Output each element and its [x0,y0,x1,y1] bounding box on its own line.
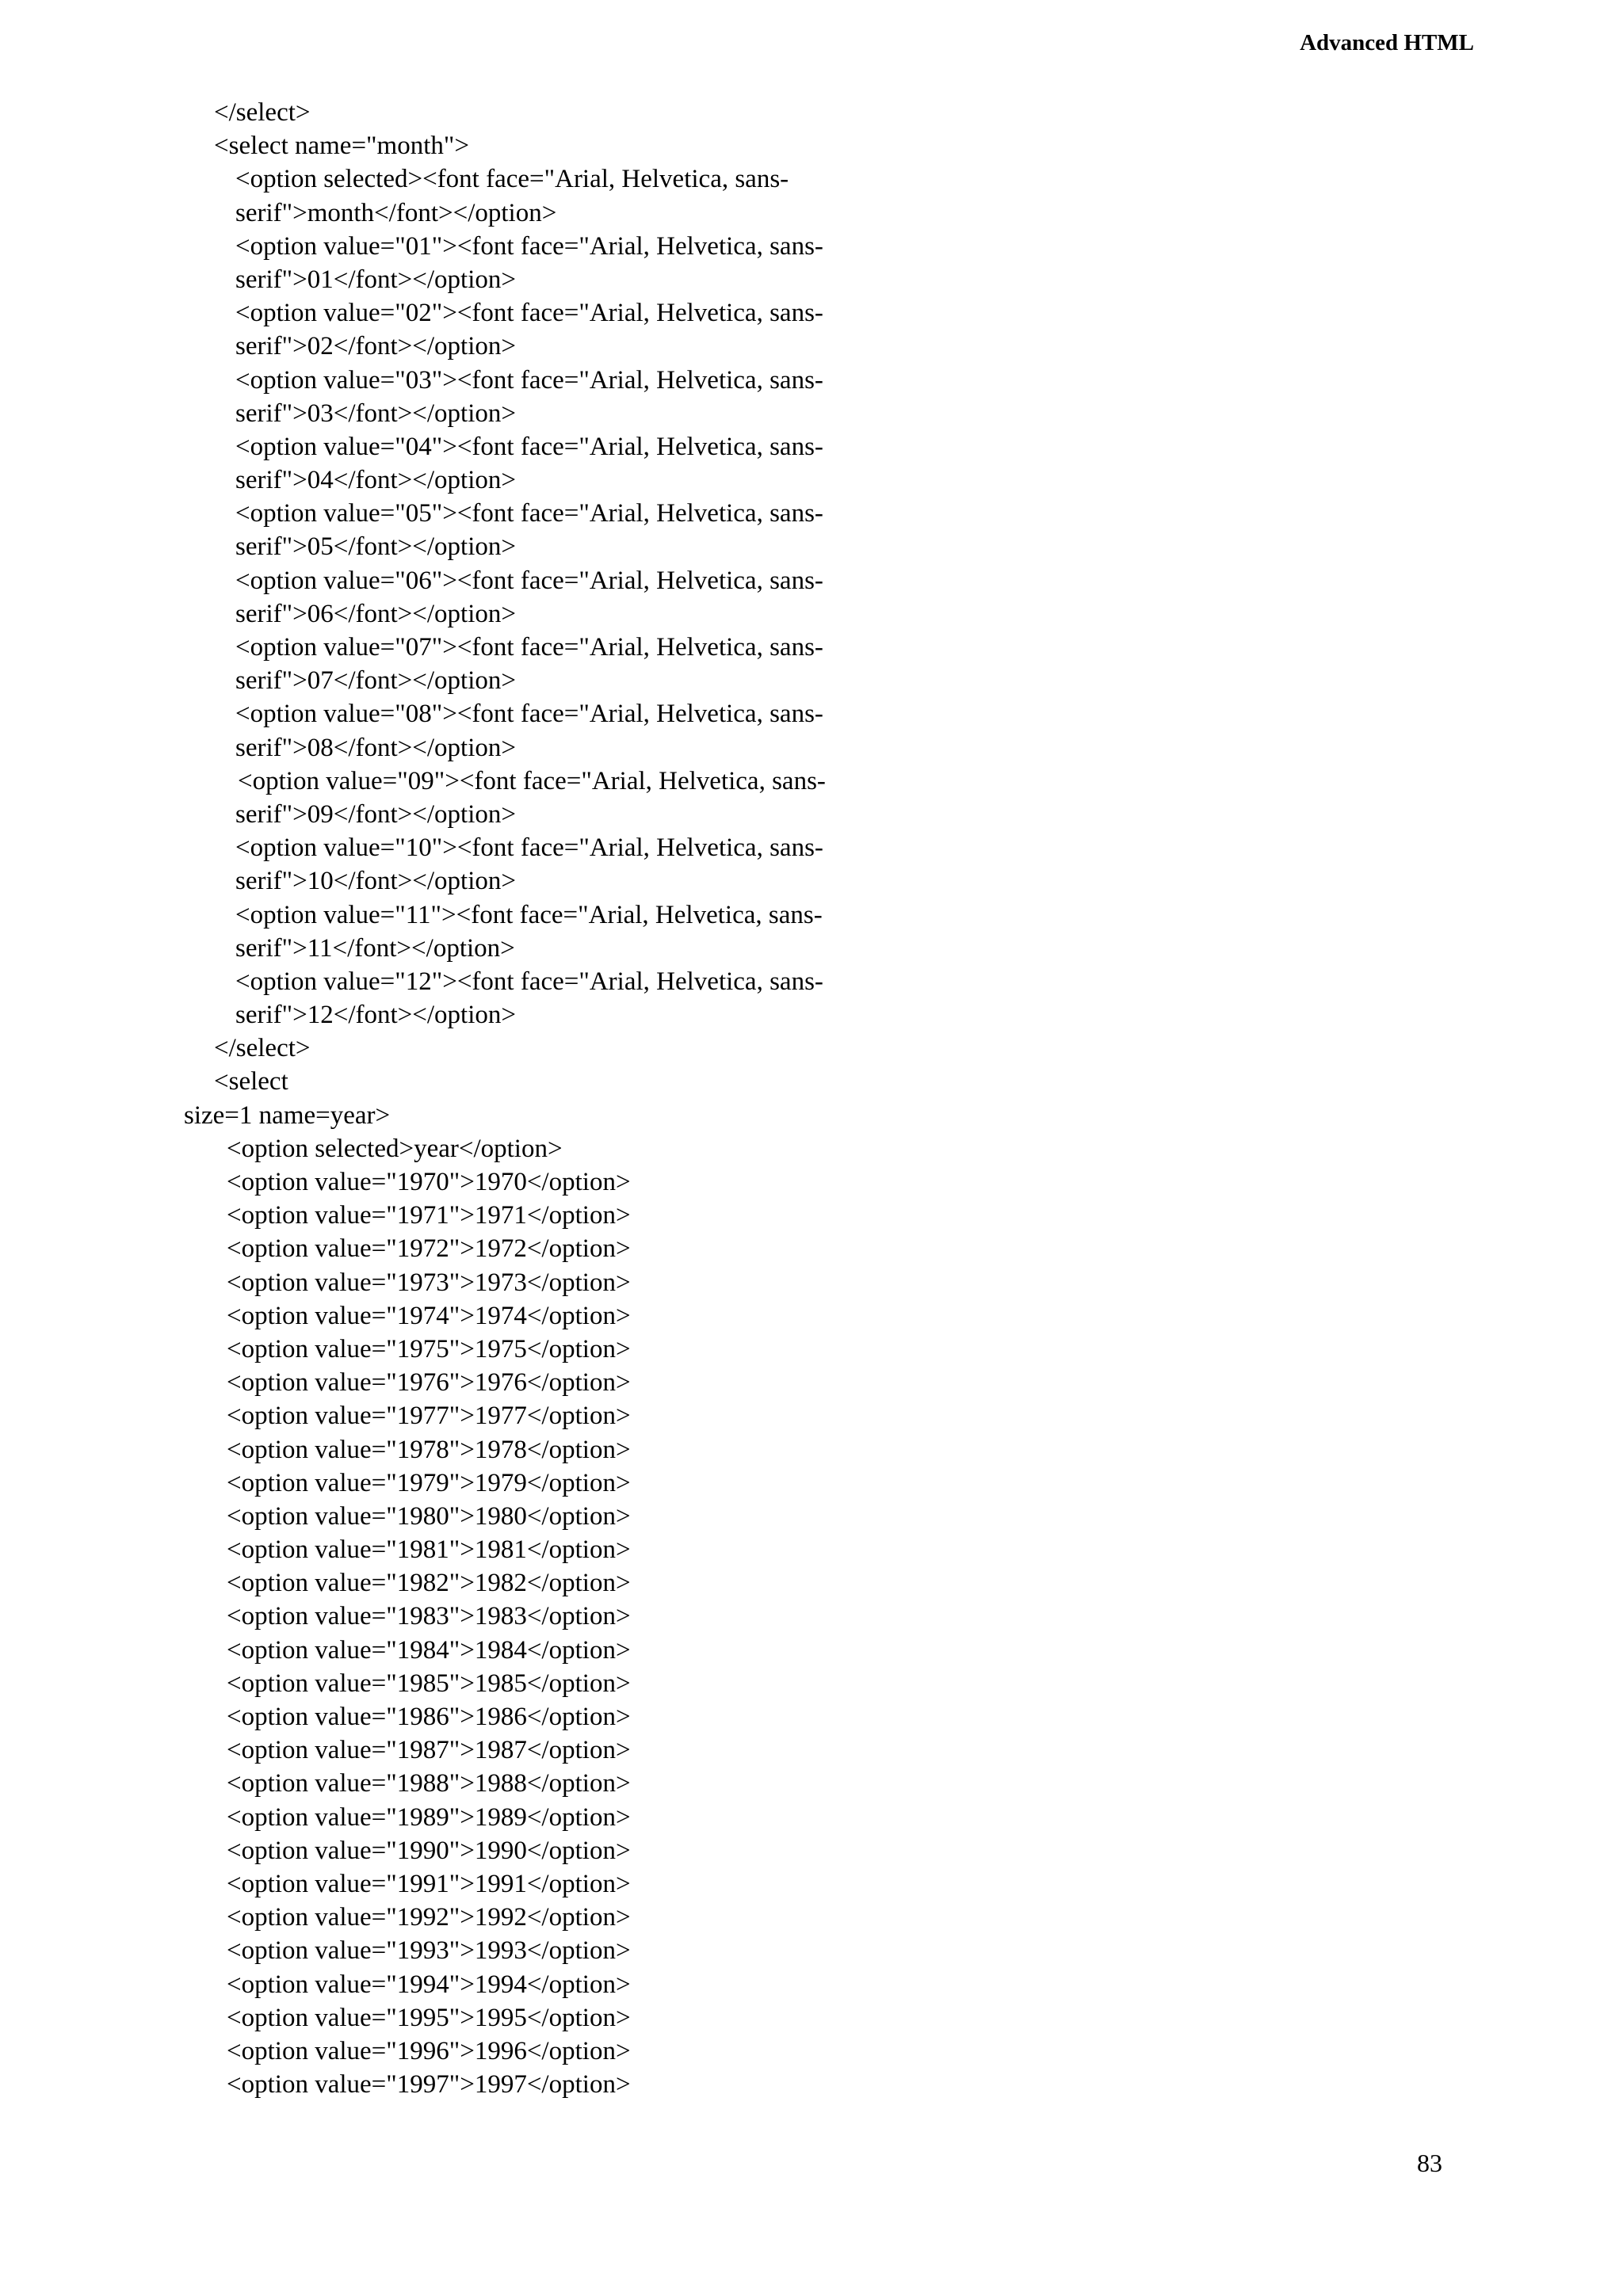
code-line: serif">month</font></option> [235,198,557,227]
code-line: <option value="1986">1986</option> [227,1703,631,1731]
code-line: <option value="11"><font face="Arial, Helvetica, sans- [235,900,823,929]
code-line: <option value="1991">1991</option> [227,1869,631,1898]
code-line: <option value="05"><font face="Arial, Helvetica, sans- [235,499,823,528]
code-line: <option value="1970">1970</option> [227,1168,631,1196]
code-line: <option value="1995">1995</option> [227,2003,631,2032]
code-line: <option value="1980">1980</option> [227,1501,631,1531]
code-line: size=1 name=year> [184,1100,391,1130]
code-line: <option value="01"><font face="Arial, Helvetica, sans- [235,231,823,261]
code-line: </select> [214,98,311,127]
code-line: <option selected>year</option> [227,1134,563,1163]
code-line: <option value="1979">1979</option> [227,1468,631,1497]
code-listing [0,96,1030,2101]
code-line: <option value="1985">1985</option> [227,1669,631,1698]
code-line: <option value="1994">1994</option> [227,1970,631,1999]
code-line: <option value="07"><font face="Arial, Helvetica, sans- [235,633,823,662]
code-line: <option value="1981">1981</option> [227,1535,631,1565]
code-line: <option value="1984">1984</option> [227,1635,631,1665]
code-line: serif">10</font></option> [235,867,516,896]
code-line: <option value="1987">1987</option> [227,1736,631,1765]
code-line: <option value="1990">1990</option> [227,1836,631,1865]
code-line: <option value="03"><font face="Arial, Helvetica, sans- [235,365,823,395]
code-line: <option value="1975">1975</option> [227,1334,631,1363]
code-line: <option value="1977">1977</option> [227,1402,631,1431]
code-line: <option value="06"><font face="Arial, Helvetica, sans- [235,566,823,595]
code-line: <option value="1982">1982</option> [227,1569,631,1598]
code-line: <option value="1996">1996</option> [227,2036,631,2065]
code-line: <option value="1973">1973</option> [227,1268,631,1297]
code-line: <option value="04"><font face="Arial, Helvetica, sans- [235,432,823,461]
page-number: 83 [1417,2149,1442,2177]
code-line: serif">09</font></option> [235,799,516,829]
code-line: <option value="1974">1974</option> [227,1301,631,1330]
code-line: serif">03</font></option> [235,399,516,428]
running-header: Advanced HTML [1300,30,1474,55]
code-line: </select> [214,1034,311,1063]
code-line: serif">07</font></option> [235,666,516,696]
code-line: serif">05</font></option> [235,532,516,562]
code-line: <option value="02"><font face="Arial, Helvetica, sans- [235,299,823,328]
code-line: <option selected><font face="Arial, Helvetica, sans- [235,165,789,194]
code-line: <option value="1989">1989</option> [227,1802,631,1832]
code-line: <select name="month"> [214,132,469,161]
code-line: serif">01</font></option> [235,265,516,294]
code-line: <option value="1993">1993</option> [227,1936,631,1966]
code-line: serif">04</font></option> [235,466,516,495]
code-line: <option value="12"><font face="Arial, Helvetica, sans- [235,967,823,996]
code-line: serif">11</font></option> [235,933,515,963]
code-line: <option value="1971">1971</option> [227,1201,631,1230]
code-line: <option value="1988">1988</option> [227,1769,631,1798]
code-line: serif">02</font></option> [235,332,516,361]
code-line: <option value="1976">1976</option> [227,1368,631,1398]
code-line: serif">12</font></option> [235,1001,516,1030]
code-line: <option value="10"><font face="Arial, Helvetica, sans- [235,833,823,863]
code-line: <option value="08"><font face="Arial, Helvetica, sans- [235,700,823,729]
code-line: <select [214,1067,288,1097]
code-line: <option value="1972">1972</option> [227,1234,631,1264]
code-line: <option value="1983">1983</option> [227,1602,631,1631]
code-line: <option value="1997">1997</option> [227,2070,631,2100]
code-line: <option value="1978">1978</option> [227,1435,631,1464]
code-line: serif">08</font></option> [235,733,516,762]
code-line: <option value="09"><font face="Arial, Helvetica, sans- [238,766,826,795]
code-line: serif">06</font></option> [235,599,516,628]
code-line: <option value="1992">1992</option> [227,1903,631,1932]
